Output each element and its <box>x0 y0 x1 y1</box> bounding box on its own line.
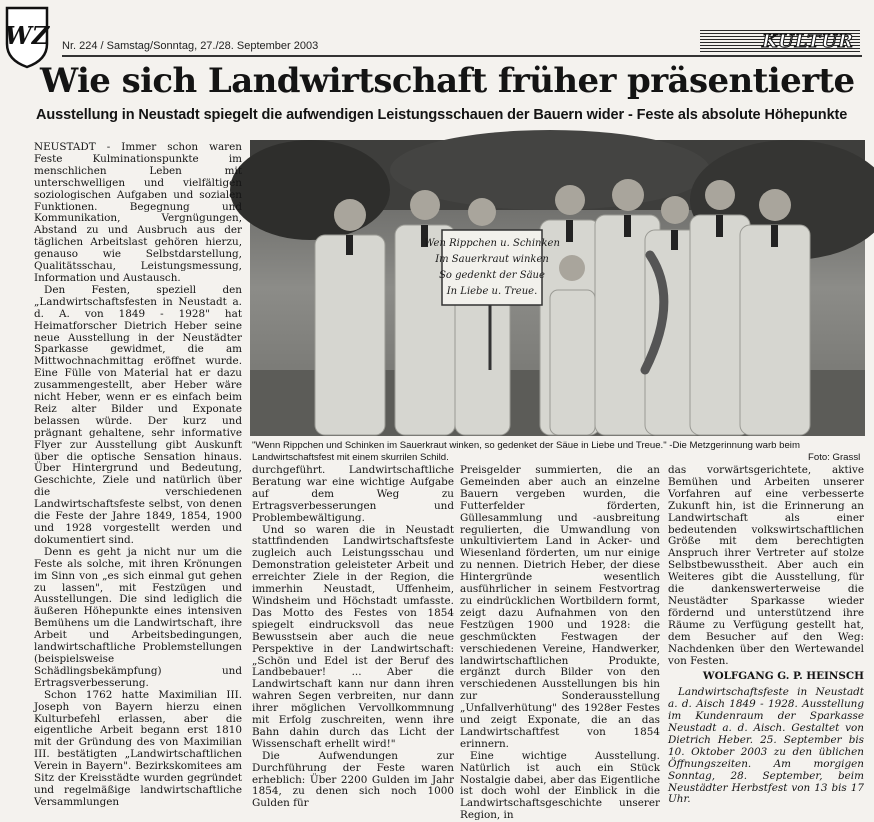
paragraph: NEUSTADT - Immer schon waren Feste Kulminationspunkte im menschlichen Leben mit unterschwelligen und vielfältigen soziologischen Aufgaben und sozialen Funktionen. Begegnung und Kommunikation, Vergnügungen, Abstand zu und Ausbruch aus der täglichen Arbeitslast gehören hierzu, genauso wie Selbstdarstellung, Qualitätsschau, Leistungsmessung, Information und Austausch. <box>34 141 242 284</box>
paragraph: Eine wichtige Ausstellung. Natürlich ist auch ein Stück Nostalgie dabei, aber das Eigentliche ist doch wohl der Einblick in die Landwirtschaftsgeschichte unserer Region, in <box>460 749 660 822</box>
paragraph: Und so waren die in Neustadt stattfindenden Landwirtschaftsfeste zugleich auch Leistungsschau und Demonstration geleisteter Arbeit und erreichter Ziele in der Region, die immerhin Neustadt, Uffenheim, Windsheim und Höchstadt umfasste. Das Motto des Festes von 1854 spiegelt eindrucksvoll das neue Bewusstsein aber auch die neue Perspektive in der Landwirtschaft: „Schön und Edel ist der Beruf des Landbebauer! ... Aber die Landwirtschaft kann nur dann ihren wahren Segen verbreiten, nur dann ihrer möglichen Vervollkommnung mit Erfolg zuschreiten, wenn ihre Bahn dahin durch das Licht der Wissenschaft erhellt wird!" <box>252 523 454 750</box>
photo-sign-line: Im Sauerkraut winken <box>435 254 549 265</box>
paragraph: das vorwärtsgerichtete, aktive Bemühen und Arbeiten unserer Vorfahren auf eine verbesserte Zukunft hin, ist die Erinnerung an Landwirtschaft als einer bedeutenden volkswirtschaftlichen Größe mit dem berechtigten Anspruch ihrer Vertreter auf stolze Selbstbewusstheit. Aber auch ein Weiteres gibt die Ausstellung, für die dankenswerterweise die Neustädter Sparkasse wieder fördernd und unterstützend ihre Räume zu Verfügung gestellt hat, dem Besucher auf den Weg: Nachdenken über den Wertewandel von Festen. <box>668 464 864 667</box>
paragraph: Schon 1762 hatte Maximilian III. Joseph von Bayern hierzu einen Kulturbefehl erlassen, aber die eigentliche Arbeit begann erst 1810 mit der Gründung des von Maximilian III. bestätigten „Landwirtschaftlichen Verein in Bayern". Bezirkskomitees am Sitz der Kreisstädte wurden gegründet und regelmäßige landwirtschaftliche Versammlungen <box>34 688 242 808</box>
photo-sign-line: Wen Rippchen u. Schinken <box>424 238 560 249</box>
issue-line: Nr. 224 / Samstag/Sonntag, 27./28. September 2003 <box>62 40 319 52</box>
logo-text: WZ <box>4 21 50 50</box>
article-column-4 <box>668 464 864 806</box>
photo-caption: "Wenn Rippchen und Schinken im Sauerkraut winken, so gedenket der Säue in Liebe und Treue." -Die Metzgerinnung warb beim Landwirtschaftsfest mit einem skurrilen Schild. <box>252 440 800 463</box>
author-byline: WOLFGANG G. P. HEINSCH <box>702 670 864 683</box>
subheadline: Ausstellung in Neustadt spiegelt die aufwendigen Leistungsschauen der Bauern wider - Feste als absolute Höhepunkte <box>36 107 848 123</box>
section-label: KULTUR <box>700 30 860 52</box>
paragraph: Die Aufwendungen zur Durchführung der Feste waren erheblich: Über 2200 Gulden im Jahr 1854, zu denen sich noch 1000 Gulden für <box>252 749 454 810</box>
headline: Wie sich Landwirtschaft früher präsentierte <box>40 61 855 101</box>
header-rule <box>62 55 862 57</box>
paragraph: durchgeführt. Landwirtschaftliche Beratung war eine wichtige Aufgabe auf dem Weg zu Ertragsverbesserungen und Problembewältigung. <box>252 464 454 524</box>
paragraph: Denn es geht ja nicht nur um die Feste als solche, mit ihren Krönungen im Sinn von „es sich einmal gut gehen zu lassen", mit Festzügen und Ausstellungen. Die sind lediglich die äußeren Höhepunkte eines intensiven Bemühens um die Landwirtschaft, ihre Arbeit und Arbeitsbedingungen, landwirtschaftliche Problemstellungen (beispielsweise Schädlingsbekämpfung) und Ertragsverbesserung. <box>34 545 242 689</box>
photo-credit: Foto: Grassl <box>808 452 861 463</box>
article-column-1 <box>34 141 242 808</box>
photo-sign-line: In Liebe u. Treue. <box>446 286 538 297</box>
article-photo <box>250 140 865 436</box>
photo-sign-line: So gedenkt der Säue <box>439 270 545 281</box>
paragraph: Preisgelder summierten, die an Gemeinden aber auch an einzelne Bauern vergeben wurden, die Futterfelder förderten, Güllesammlung und -ausbreitung regulierten, die Umwandlung von unkultiviertem Land in Acker- und Wiesenland förderten, um nur einige zu nennen. Dietrich Heber, der diese Hintergründe wesentlich ausführlicher in seinem Festvortrag zu eindrücklichen Wortbildern formt, zeigt dazu Aufnahmen von den Festzügen 1900 und 1928: die geschmückten Festwagen der verschiedenen Vereine, Handwerker, landwirtschaftlichen Produkte, ergänzt durch Bilder von den verschiedenen Ausstellungen bis hin zur Sonderausstellung „Unfallverhütung" des 1928er Festes und zeigt Exponate, die an das Landwirtschaftfest von 1854 erinnern. <box>460 464 660 750</box>
paragraph: Den Festen, speziell den „Landwirtschaftsfesten in Neustadt a. d. A. von 1849 - 1928" hat Heimatforscher Dietrich Heber seine neue Ausstellung in der Neustädter Sparkasse gewidmet, die am Mittwochnachmittag eröffnet wurde. Eine Fülle von Material hat er dazu zusammengestellt, aber Heber wäre nicht Heber, wenn er es einfach beim Reiz alter Bilder und Exponate belassen würde. Der kurz und prägnant gehaltene, sehr informative Flyer zur Ausstellung gibt Auskunft über die optische Sensation hinaus. Über Hintergrund und Bedeutung, Geschichte, Ziele und natürlich über die verschiedenen Landwirtschaftsfeste selbst, von denen die Feste der Jahre 1849, 1854, 1900 und 1928 vorgestellt werden und dokumentiert sind. <box>34 283 242 546</box>
article-column-2 <box>252 464 454 810</box>
article-column-3 <box>460 464 660 822</box>
exhibition-info: Landwirtschaftsfeste in Neustadt a. d. Aisch 1849 - 1928. Ausstellung im Kundenraum der Sparkasse Neustadt a. d. Aisch. Gestaltet von Dietrich Heber. 25. September bis 10. Oktober 2003 zu den üblichen Öffnungszeiten. Am morgigen Sonntag, 28. September, beim Neustädter Herbstfest von 13 bis 17 Uhr. <box>668 686 864 806</box>
